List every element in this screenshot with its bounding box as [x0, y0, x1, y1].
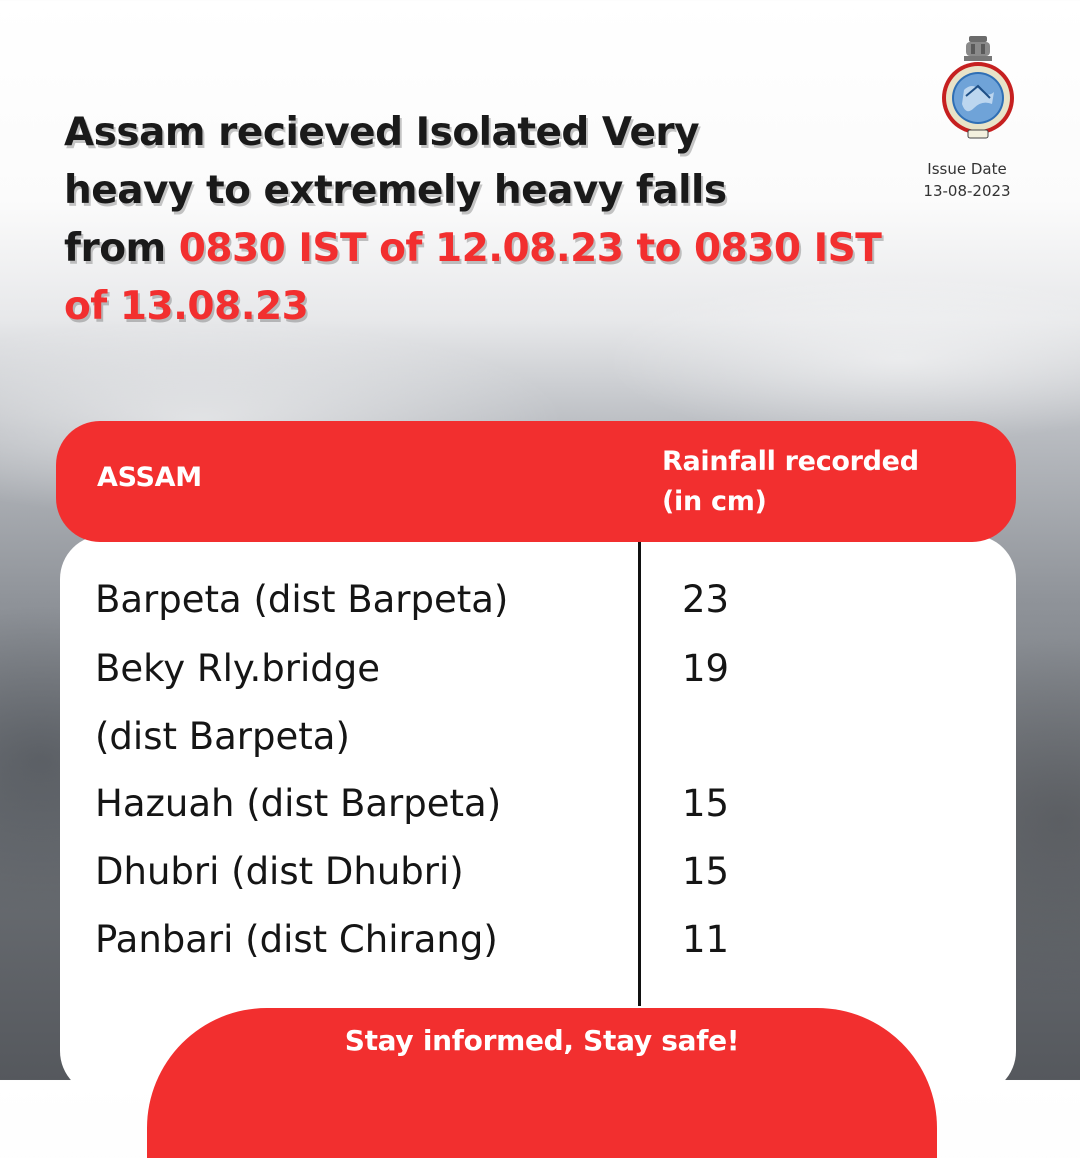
- header-state: ASSAM: [97, 462, 202, 493]
- header-rainfall: [662, 442, 992, 522]
- headline-line-3-period: 0830 IST of 12.08.23 to 0830 IST: [178, 226, 882, 271]
- headline: [64, 104, 924, 336]
- column-divider: [638, 542, 641, 1006]
- header-rainfall-line-1: Rainfall recorded: [662, 446, 919, 477]
- footer-slogan: Stay informed, Stay safe!: [344, 1024, 740, 1057]
- headline-line-2: heavy to extremely heavy falls: [64, 168, 727, 213]
- row-4-station: Dhubri (dist Dhubri): [95, 850, 464, 893]
- row-3-rainfall: 15: [682, 782, 730, 825]
- headline-line-4-period: of 13.08.23: [64, 284, 309, 329]
- issue-date-label: Issue Date: [927, 160, 1007, 178]
- row-2-station-line-2: (dist Barpeta): [95, 715, 350, 758]
- issue-date-value: 13-08-2023: [923, 182, 1011, 200]
- header-rainfall-line-2: (in cm): [662, 486, 767, 517]
- row-2-station-line-1: Beky Rly.bridge: [95, 647, 380, 690]
- headline-line-3-prefix: from: [64, 226, 179, 271]
- row-5-station: Panbari (dist Chirang): [95, 918, 498, 961]
- row-1-rainfall: 23: [682, 578, 730, 621]
- headline-line-1: Assam recieved Isolated Very: [64, 110, 700, 155]
- row-4-rainfall: 15: [682, 850, 730, 893]
- imd-emblem-icon: [938, 34, 1018, 144]
- row-1-station: Barpeta (dist Barpeta): [95, 578, 509, 621]
- row-3-station: Hazuah (dist Barpeta): [95, 782, 502, 825]
- issue-date-block: [900, 158, 1034, 202]
- row-5-rainfall: 11: [682, 918, 730, 961]
- row-2-rainfall: 19: [682, 647, 730, 690]
